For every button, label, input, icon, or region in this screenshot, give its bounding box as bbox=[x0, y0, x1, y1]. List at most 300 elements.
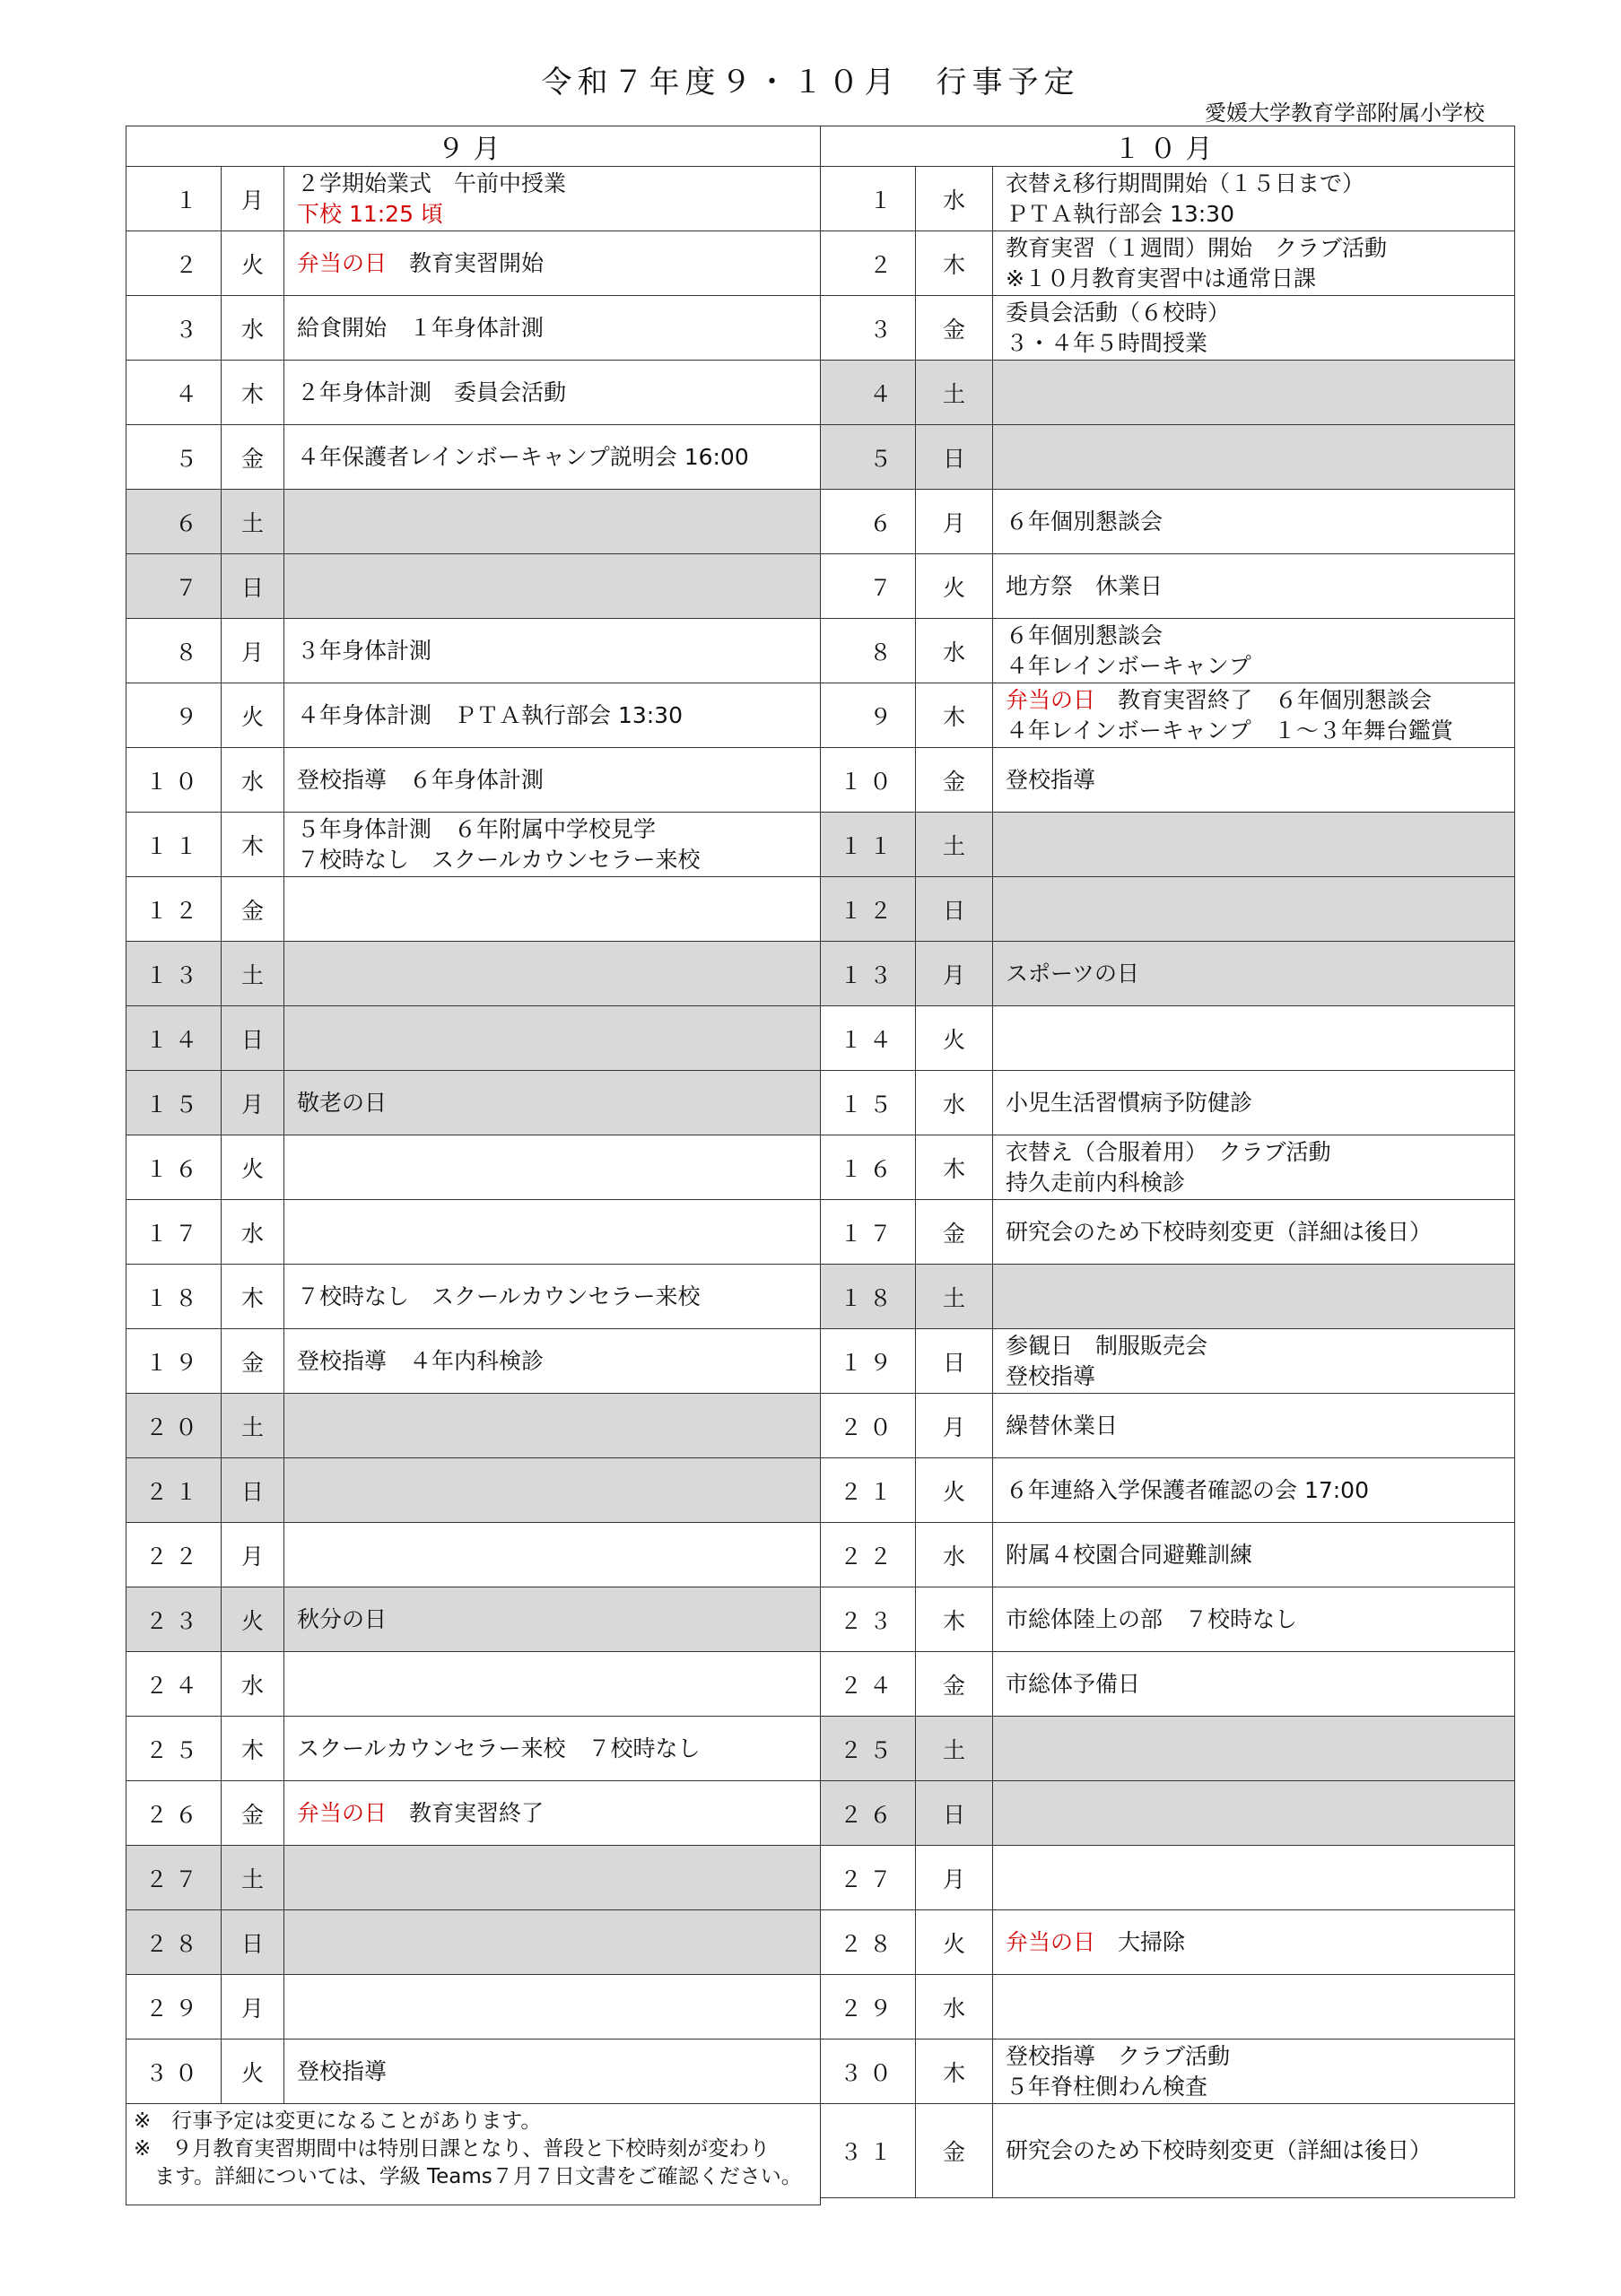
event-text: ４年身体計測 ＰＴＡ執行部会 13:30 bbox=[297, 701, 683, 728]
event-cell bbox=[993, 361, 1515, 425]
highlight-text: 弁当の日 bbox=[297, 249, 388, 276]
event-cell bbox=[993, 877, 1515, 942]
day-number: １７ bbox=[821, 1200, 916, 1265]
event-text: ６年連絡入学保護者確認の会 17:00 bbox=[1006, 1476, 1369, 1503]
event-text: 教育実習（１週間）開始 クラブ活動 bbox=[1006, 234, 1388, 261]
day-number: ３０ bbox=[821, 2039, 916, 2104]
weekday: 金 bbox=[222, 1329, 284, 1394]
event-text: ７校時なし スクールカウンセラー来校 bbox=[297, 846, 701, 873]
day-number: ３１ bbox=[821, 2104, 916, 2198]
weekday: 金 bbox=[916, 1652, 993, 1717]
day-number: ２０ bbox=[126, 1394, 222, 1458]
day-number: ２０ bbox=[821, 1394, 916, 1458]
event-cell bbox=[284, 1458, 821, 1523]
weekday: 日 bbox=[222, 1006, 284, 1071]
event-cell bbox=[284, 1071, 821, 1135]
weekday: 木 bbox=[916, 231, 993, 296]
september-day-row bbox=[126, 1781, 821, 1846]
event-line bbox=[297, 700, 820, 731]
weekday: 火 bbox=[916, 1458, 993, 1523]
event-cell bbox=[284, 942, 821, 1006]
event-cell bbox=[993, 1652, 1515, 1717]
day-number: ８ bbox=[126, 619, 222, 683]
event-text: 敬老の日 bbox=[297, 1089, 388, 1116]
weekday: 木 bbox=[222, 1265, 284, 1329]
day-number: ２８ bbox=[821, 1910, 916, 1975]
september-day-row bbox=[126, 813, 821, 877]
notes-cell bbox=[126, 2104, 821, 2205]
weekday: 水 bbox=[916, 1975, 993, 2039]
event-text: ４年レインボーキャンプ bbox=[1006, 652, 1251, 679]
event-line bbox=[1006, 1137, 1514, 1168]
october-day-row bbox=[821, 1265, 1515, 1329]
day-number: １６ bbox=[821, 1135, 916, 1200]
day-number: １５ bbox=[126, 1071, 222, 1135]
event-line bbox=[297, 845, 820, 875]
event-line bbox=[1006, 685, 1514, 716]
event-cell bbox=[993, 942, 1515, 1006]
october-day-row bbox=[821, 1329, 1515, 1394]
event-line bbox=[297, 442, 820, 473]
october-day-row bbox=[821, 1975, 1515, 2039]
day-number: ２９ bbox=[126, 1975, 222, 2039]
day-number: １ bbox=[126, 167, 222, 231]
day-number: １０ bbox=[126, 748, 222, 813]
day-number: ６ bbox=[126, 490, 222, 554]
weekday: 木 bbox=[222, 1717, 284, 1781]
september-day-row bbox=[126, 231, 821, 296]
weekday: 月 bbox=[916, 490, 993, 554]
event-line bbox=[297, 1346, 820, 1377]
event-text: ３・４年５時間授業 bbox=[1006, 329, 1208, 356]
september-day-row bbox=[126, 1652, 821, 1717]
weekday: 水 bbox=[916, 619, 993, 683]
event-cell bbox=[993, 231, 1515, 296]
event-cell bbox=[993, 1265, 1515, 1329]
notes-row bbox=[126, 2104, 821, 2205]
event-cell bbox=[284, 1006, 821, 1071]
september-day-row bbox=[126, 683, 821, 748]
day-number: １８ bbox=[821, 1265, 916, 1329]
day-number: ２５ bbox=[821, 1717, 916, 1781]
event-line bbox=[1006, 1331, 1514, 1361]
event-line bbox=[297, 378, 820, 408]
october-day-row bbox=[821, 2104, 1515, 2198]
event-line bbox=[1006, 298, 1514, 328]
day-number: ８ bbox=[821, 619, 916, 683]
event-cell bbox=[284, 1781, 821, 1846]
event-line bbox=[297, 169, 820, 199]
day-number: ２７ bbox=[821, 1846, 916, 1910]
event-text: 秋分の日 bbox=[297, 1605, 388, 1632]
weekday: 土 bbox=[916, 361, 993, 425]
weekday: 金 bbox=[222, 877, 284, 942]
september-day-row bbox=[126, 1265, 821, 1329]
day-number: ５ bbox=[126, 425, 222, 490]
weekday: 月 bbox=[222, 167, 284, 231]
event-text: ４年レインボーキャンプ １～３年舞台鑑賞 bbox=[1006, 717, 1453, 744]
highlight-text: 弁当の日 bbox=[297, 1799, 388, 1826]
weekday: 火 bbox=[222, 683, 284, 748]
weekday: 木 bbox=[916, 1135, 993, 1200]
weekday: 日 bbox=[916, 425, 993, 490]
event-line bbox=[1006, 621, 1514, 651]
weekday: 月 bbox=[222, 1975, 284, 2039]
september-day-row bbox=[126, 942, 821, 1006]
day-number: ２５ bbox=[126, 1717, 222, 1781]
event-cell bbox=[284, 1135, 821, 1200]
weekday: 水 bbox=[222, 748, 284, 813]
october-day-row bbox=[821, 554, 1515, 619]
event-cell bbox=[993, 2104, 1515, 2198]
day-number: １９ bbox=[821, 1329, 916, 1394]
october-day-row bbox=[821, 748, 1515, 813]
event-text: 市総体予備日 bbox=[1006, 1670, 1141, 1697]
day-number: ２３ bbox=[821, 1587, 916, 1652]
event-text: ５年身体計測 ６年附属中学校見学 bbox=[297, 815, 657, 842]
event-cell bbox=[284, 1523, 821, 1587]
september-day-row bbox=[126, 1846, 821, 1910]
day-number: ４ bbox=[821, 361, 916, 425]
event-text: 地方祭 休業日 bbox=[1006, 572, 1163, 599]
event-line bbox=[1006, 1168, 1514, 1198]
event-cell bbox=[284, 1846, 821, 1910]
september-day-row bbox=[126, 361, 821, 425]
september-schedule-table bbox=[126, 126, 821, 2205]
event-line bbox=[297, 814, 820, 845]
day-number: １２ bbox=[821, 877, 916, 942]
event-text: スクールカウンセラー来校 ７校時なし bbox=[297, 1735, 701, 1761]
october-header: １０月 bbox=[821, 126, 1515, 167]
weekday: 日 bbox=[916, 877, 993, 942]
event-text: 衣替え（合服着用） クラブ活動 bbox=[1006, 1138, 1331, 1165]
event-text: 衣替え移行期間開始（１５日まで） bbox=[1006, 170, 1365, 196]
day-number: ３ bbox=[126, 296, 222, 361]
event-line bbox=[297, 765, 820, 796]
event-text: ６年個別懇談会 bbox=[1006, 508, 1163, 535]
event-line bbox=[1006, 1669, 1514, 1700]
day-number: ２１ bbox=[821, 1458, 916, 1523]
october-day-row bbox=[821, 1781, 1515, 1846]
event-text: スポーツの日 bbox=[1006, 960, 1140, 987]
event-cell bbox=[993, 1006, 1515, 1071]
september-day-row bbox=[126, 877, 821, 942]
event-text: 附属４校園合同避難訓練 bbox=[1006, 1541, 1253, 1568]
day-number: ９ bbox=[821, 683, 916, 748]
event-text: ４年保護者レインボーキャンプ説明会 16:00 bbox=[297, 443, 749, 470]
day-number: ２６ bbox=[126, 1781, 222, 1846]
event-line bbox=[297, 199, 820, 230]
event-text: 持久走前内科検診 bbox=[1006, 1169, 1186, 1196]
event-cell bbox=[993, 1717, 1515, 1781]
weekday: 火 bbox=[916, 554, 993, 619]
event-text: 市総体陸上の部 ７校時なし bbox=[1006, 1605, 1298, 1632]
highlight-text: 弁当の日 bbox=[1006, 1928, 1096, 1955]
event-cell bbox=[993, 748, 1515, 813]
event-line bbox=[1006, 233, 1514, 264]
event-line bbox=[1006, 264, 1514, 294]
day-number: １１ bbox=[821, 813, 916, 877]
event-text: ３年身体計測 bbox=[297, 637, 432, 664]
october-day-row bbox=[821, 1135, 1515, 1200]
event-text: 繰替休業日 bbox=[1006, 1412, 1119, 1439]
day-number: １３ bbox=[821, 942, 916, 1006]
october-day-row bbox=[821, 683, 1515, 748]
day-number: １１ bbox=[126, 813, 222, 877]
october-day-row bbox=[821, 877, 1515, 942]
event-line bbox=[1006, 1540, 1514, 1570]
october-day-row bbox=[821, 1910, 1515, 1975]
weekday: 金 bbox=[222, 1781, 284, 1846]
event-line bbox=[1006, 1927, 1514, 1958]
event-cell bbox=[284, 1910, 821, 1975]
event-text: 登校指導 ６年身体計測 bbox=[297, 766, 545, 793]
event-cell bbox=[993, 296, 1515, 361]
event-cell bbox=[993, 1846, 1515, 1910]
weekday: 月 bbox=[222, 1071, 284, 1135]
october-day-row bbox=[821, 1006, 1515, 1071]
october-day-row bbox=[821, 1523, 1515, 1587]
september-day-row bbox=[126, 748, 821, 813]
event-cell bbox=[993, 1394, 1515, 1458]
september-day-row bbox=[126, 1910, 821, 1975]
september-day-row bbox=[126, 490, 821, 554]
event-line bbox=[1006, 507, 1514, 537]
day-number: １８ bbox=[126, 1265, 222, 1329]
event-text: 登校指導 bbox=[1006, 1362, 1096, 1389]
event-text: 参観日 制服販売会 bbox=[1006, 1332, 1208, 1359]
weekday: 水 bbox=[916, 167, 993, 231]
day-number: ７ bbox=[126, 554, 222, 619]
weekday: 土 bbox=[916, 813, 993, 877]
september-day-row bbox=[126, 1717, 821, 1781]
highlight-text: 下校 11:25 頃 bbox=[297, 200, 443, 227]
september-day-row bbox=[126, 619, 821, 683]
event-text: ＰＴＡ執行部会 13:30 bbox=[1006, 200, 1234, 227]
day-number: １ bbox=[821, 167, 916, 231]
weekday: 日 bbox=[222, 1910, 284, 1975]
day-number: １０ bbox=[821, 748, 916, 813]
event-cell bbox=[284, 2039, 821, 2104]
event-text: 登校指導 ４年内科検診 bbox=[297, 1347, 545, 1374]
weekday: 水 bbox=[222, 296, 284, 361]
weekday: 火 bbox=[916, 1910, 993, 1975]
weekday: 月 bbox=[916, 1394, 993, 1458]
weekday: 土 bbox=[222, 1394, 284, 1458]
event-text: 教育実習開始 bbox=[387, 249, 545, 276]
weekday: 月 bbox=[222, 619, 284, 683]
event-line bbox=[1006, 2135, 1514, 2166]
event-text: 登校指導 bbox=[1006, 766, 1096, 793]
event-cell bbox=[284, 748, 821, 813]
event-line bbox=[1006, 1088, 1514, 1118]
weekday: 日 bbox=[916, 1329, 993, 1394]
event-line bbox=[297, 1282, 820, 1312]
event-text: ５年脊柱側わん検査 bbox=[1006, 2073, 1208, 2100]
event-text: 研究会のため下校時刻変更（詳細は後日） bbox=[1006, 2137, 1433, 2163]
october-day-row bbox=[821, 1717, 1515, 1781]
event-cell bbox=[284, 296, 821, 361]
weekday: 金 bbox=[222, 425, 284, 490]
event-cell bbox=[993, 490, 1515, 554]
event-cell bbox=[993, 1458, 1515, 1523]
event-text: ※１０月教育実習中は通常日課 bbox=[1006, 265, 1316, 291]
event-text: 登校指導 クラブ活動 bbox=[1006, 2042, 1231, 2069]
weekday: 火 bbox=[222, 1587, 284, 1652]
day-number: ２ bbox=[821, 231, 916, 296]
weekday: 金 bbox=[916, 2104, 993, 2198]
day-number: ２４ bbox=[126, 1652, 222, 1717]
weekday: 水 bbox=[916, 1071, 993, 1135]
day-number: １９ bbox=[126, 1329, 222, 1394]
event-cell bbox=[993, 167, 1515, 231]
event-line bbox=[1006, 1411, 1514, 1441]
event-cell bbox=[284, 490, 821, 554]
day-number: ３０ bbox=[126, 2039, 222, 2104]
september-day-row bbox=[126, 1135, 821, 1200]
weekday: 土 bbox=[916, 1265, 993, 1329]
event-line bbox=[1006, 765, 1514, 796]
event-text: 教育実習終了 ６年個別懇談会 bbox=[1095, 686, 1433, 713]
event-cell bbox=[284, 1652, 821, 1717]
september-day-row bbox=[126, 1394, 821, 1458]
event-text: 給食開始 １年身体計測 bbox=[297, 314, 545, 341]
event-line bbox=[1006, 959, 1514, 989]
event-cell bbox=[993, 813, 1515, 877]
september-day-row bbox=[126, 1200, 821, 1265]
september-day-row bbox=[126, 1587, 821, 1652]
day-number: １７ bbox=[126, 1200, 222, 1265]
october-day-row bbox=[821, 1200, 1515, 1265]
event-cell bbox=[284, 1394, 821, 1458]
day-number: ２９ bbox=[821, 1975, 916, 2039]
october-day-row bbox=[821, 490, 1515, 554]
day-number: ７ bbox=[821, 554, 916, 619]
note-text: ※ ９月教育実習期間中は特別日課となり、普段と下校時刻が変わり bbox=[134, 2137, 771, 2161]
weekday: 日 bbox=[222, 554, 284, 619]
weekday: 金 bbox=[916, 748, 993, 813]
september-day-row bbox=[126, 1071, 821, 1135]
event-cell bbox=[993, 1200, 1515, 1265]
event-cell bbox=[284, 1200, 821, 1265]
weekday: 木 bbox=[916, 2039, 993, 2104]
event-cell bbox=[993, 1975, 1515, 2039]
event-line bbox=[1006, 328, 1514, 359]
day-number: ２３ bbox=[126, 1587, 222, 1652]
october-day-row bbox=[821, 619, 1515, 683]
event-text: ７校時なし スクールカウンセラー来校 bbox=[297, 1283, 701, 1309]
day-number: １６ bbox=[126, 1135, 222, 1200]
event-line bbox=[1006, 2041, 1514, 2072]
event-line bbox=[297, 1734, 820, 1764]
weekday: 火 bbox=[916, 1006, 993, 1071]
event-cell bbox=[284, 1975, 821, 2039]
event-cell bbox=[284, 554, 821, 619]
day-number: １４ bbox=[126, 1006, 222, 1071]
october-day-row bbox=[821, 1846, 1515, 1910]
october-day-row bbox=[821, 942, 1515, 1006]
event-cell bbox=[993, 1587, 1515, 1652]
weekday: 日 bbox=[916, 1781, 993, 1846]
event-line bbox=[297, 248, 820, 279]
event-text: 委員会活動（６校時） bbox=[1006, 299, 1231, 326]
event-text: 研究会のため下校時刻変更（詳細は後日） bbox=[1006, 1218, 1433, 1245]
event-line bbox=[1006, 1361, 1514, 1392]
note-text: ます。詳細については、学級 Teams７月７日文書をご確認ください。 bbox=[134, 2165, 802, 2188]
october-day-row bbox=[821, 361, 1515, 425]
day-number: ２４ bbox=[821, 1652, 916, 1717]
october-day-row bbox=[821, 1652, 1515, 1717]
event-line bbox=[297, 636, 820, 666]
day-number: １５ bbox=[821, 1071, 916, 1135]
day-number: ２ bbox=[126, 231, 222, 296]
weekday: 土 bbox=[222, 1846, 284, 1910]
event-line bbox=[1006, 1475, 1514, 1506]
school-name: 愛媛大学教育学部附属小学校 bbox=[1205, 100, 1485, 126]
september-day-row bbox=[126, 2039, 821, 2104]
event-line bbox=[1006, 716, 1514, 746]
october-schedule-table bbox=[820, 126, 1515, 2198]
september-day-row bbox=[126, 1006, 821, 1071]
event-cell bbox=[993, 1071, 1515, 1135]
event-cell bbox=[993, 2039, 1515, 2104]
event-cell bbox=[993, 554, 1515, 619]
day-number: ９ bbox=[126, 683, 222, 748]
event-cell bbox=[993, 1523, 1515, 1587]
event-cell bbox=[993, 1910, 1515, 1975]
weekday: 土 bbox=[222, 490, 284, 554]
event-cell bbox=[284, 1717, 821, 1781]
event-cell bbox=[993, 425, 1515, 490]
event-line bbox=[1006, 2072, 1514, 2102]
october-day-row bbox=[821, 813, 1515, 877]
day-number: ３ bbox=[821, 296, 916, 361]
weekday: 月 bbox=[916, 1846, 993, 1910]
weekday: 火 bbox=[222, 1135, 284, 1200]
event-cell bbox=[284, 1329, 821, 1394]
weekday: 土 bbox=[222, 942, 284, 1006]
event-line bbox=[1006, 571, 1514, 602]
day-number: ２８ bbox=[126, 1910, 222, 1975]
october-day-row bbox=[821, 296, 1515, 361]
event-line bbox=[1006, 651, 1514, 682]
event-cell bbox=[284, 231, 821, 296]
event-cell bbox=[993, 683, 1515, 748]
event-line bbox=[297, 1605, 820, 1635]
weekday: 土 bbox=[916, 1717, 993, 1781]
weekday: 木 bbox=[916, 1587, 993, 1652]
weekday: 木 bbox=[222, 361, 284, 425]
october-day-row bbox=[821, 231, 1515, 296]
september-day-row bbox=[126, 1523, 821, 1587]
october-day-row bbox=[821, 1587, 1515, 1652]
day-number: ２２ bbox=[126, 1523, 222, 1587]
page-title: 令和７年度９・１０月 行事予定 bbox=[541, 65, 1080, 100]
event-cell bbox=[993, 1329, 1515, 1394]
weekday: 水 bbox=[222, 1652, 284, 1717]
event-line bbox=[297, 1088, 820, 1118]
event-text: ２学期始業式 午前中授業 bbox=[297, 170, 567, 196]
event-line bbox=[1006, 1605, 1514, 1635]
event-cell bbox=[993, 619, 1515, 683]
event-cell bbox=[993, 1781, 1515, 1846]
day-number: １２ bbox=[126, 877, 222, 942]
weekday: 木 bbox=[916, 683, 993, 748]
september-day-row bbox=[126, 167, 821, 231]
weekday: 金 bbox=[916, 296, 993, 361]
event-cell bbox=[284, 877, 821, 942]
day-number: ２２ bbox=[821, 1523, 916, 1587]
